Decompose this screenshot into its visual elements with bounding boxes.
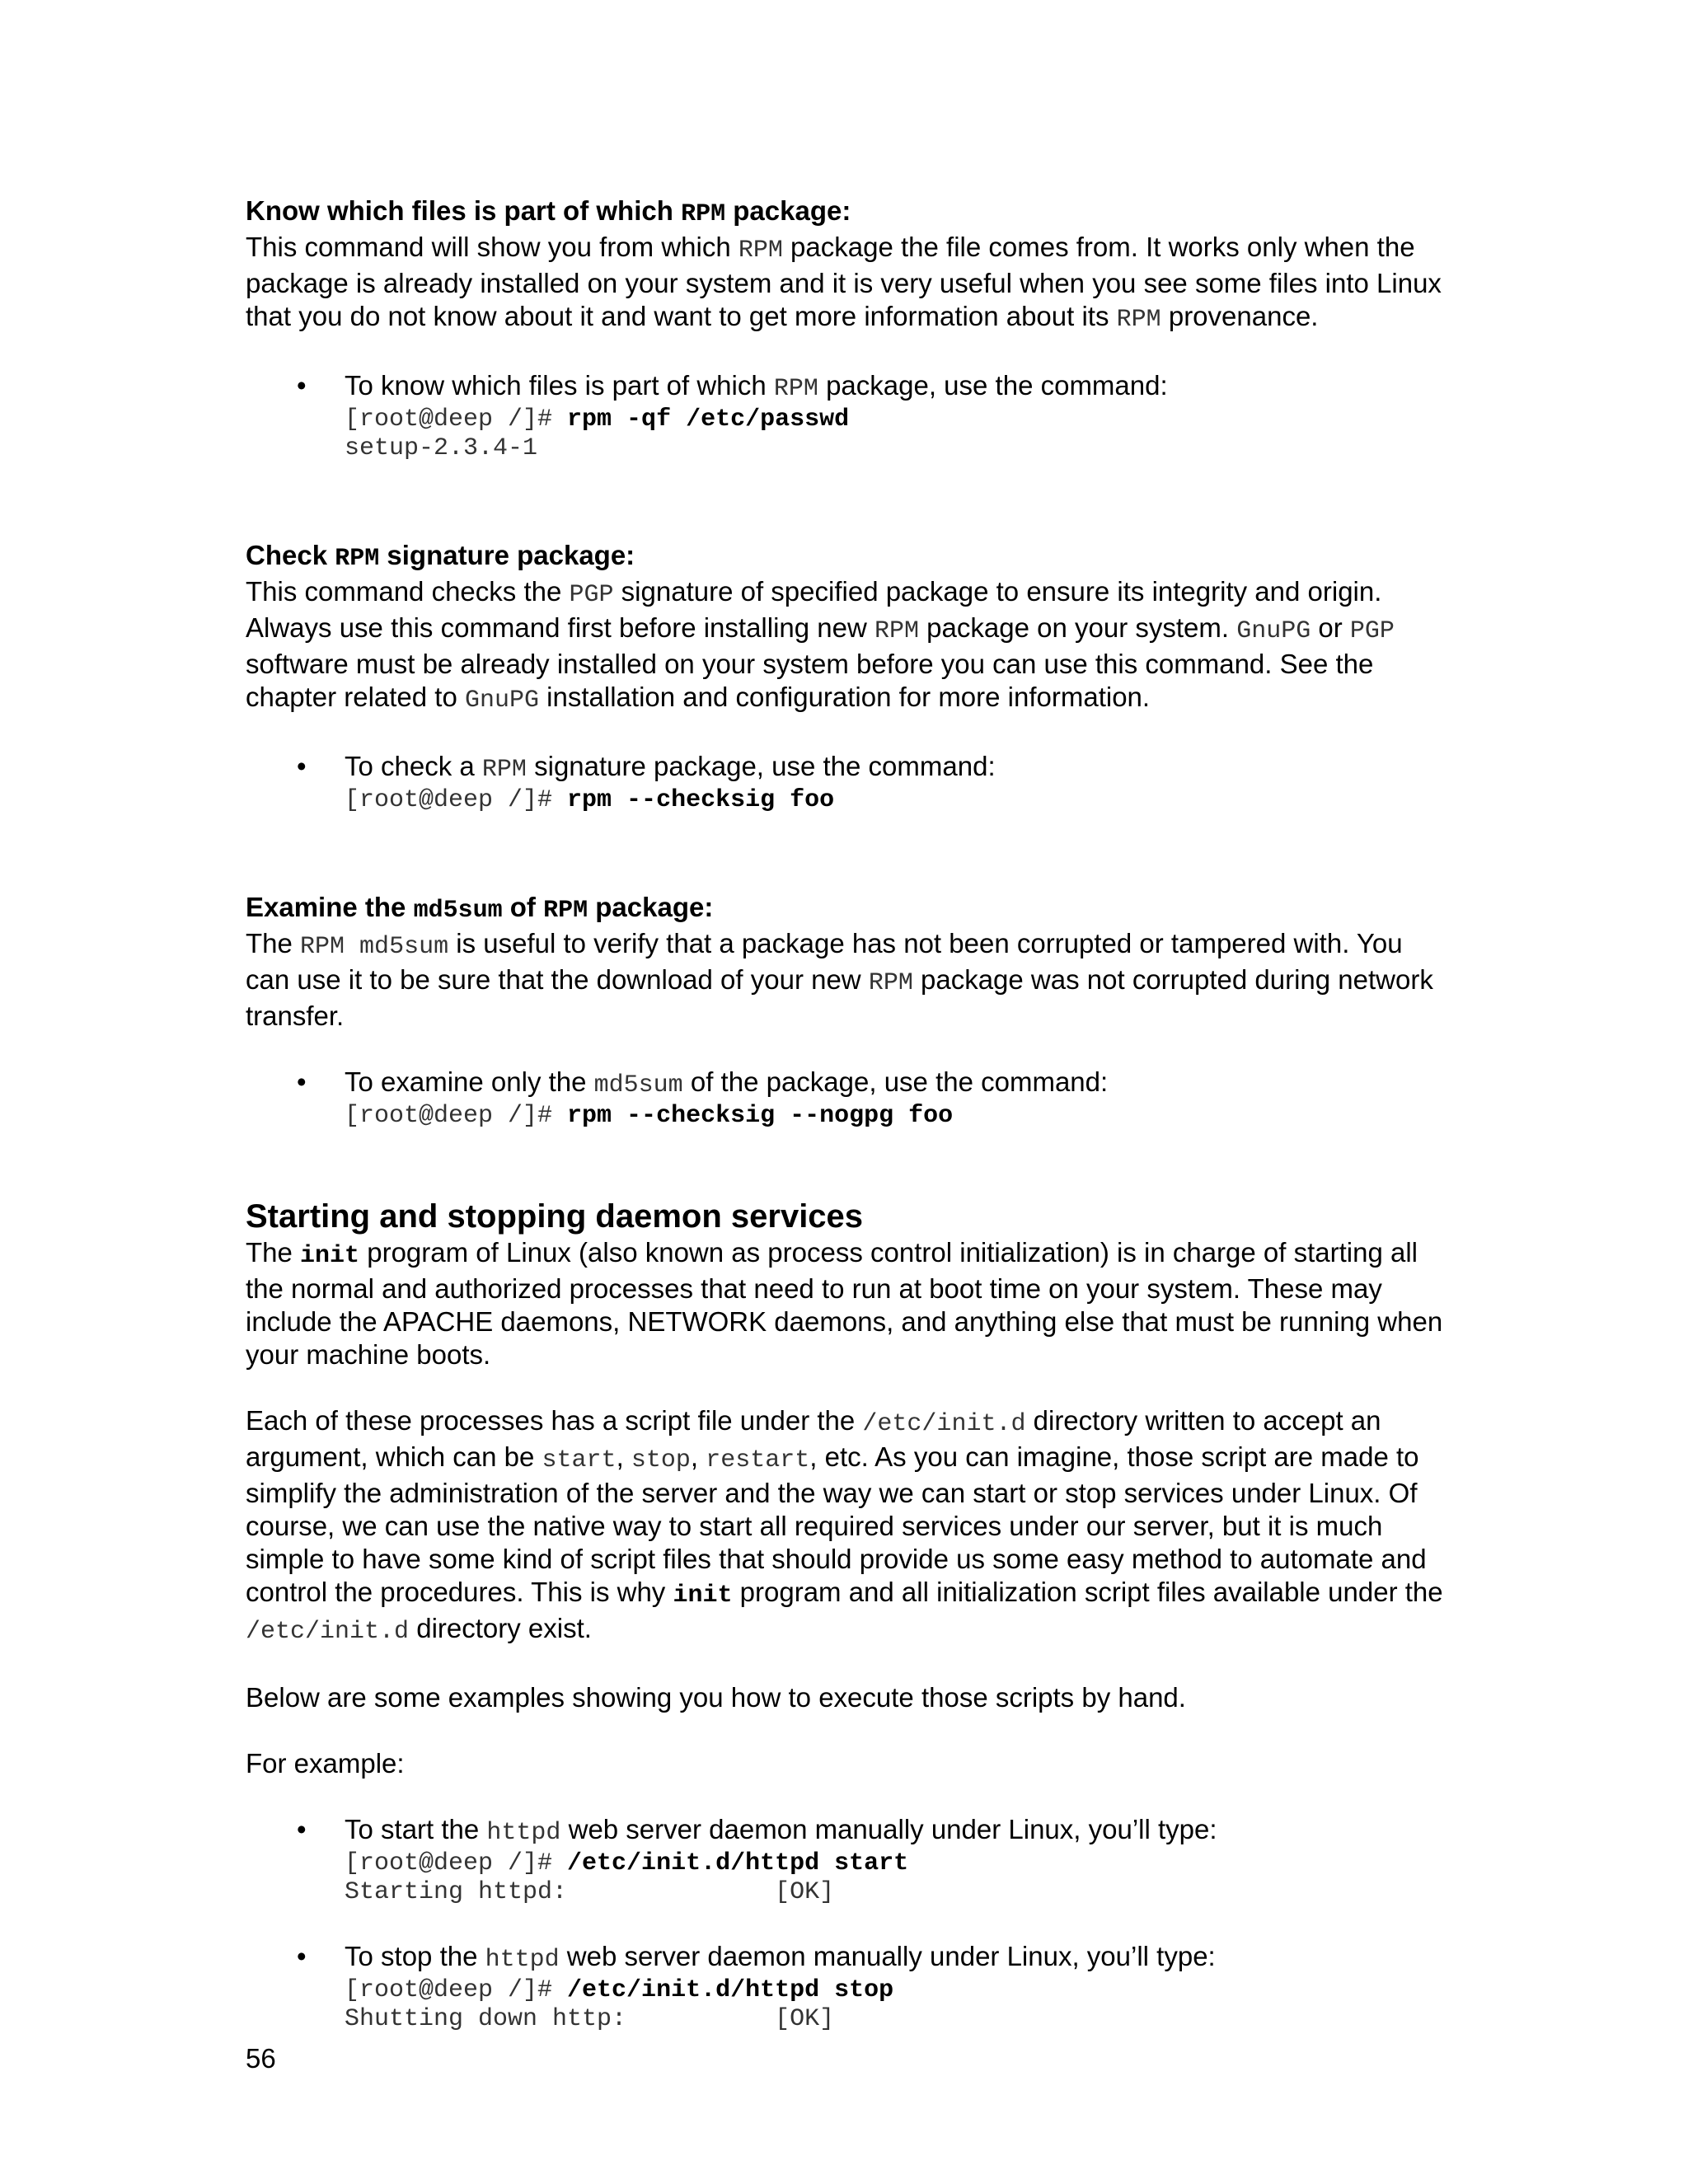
paragraph: The init program of Linux (also known as process control initialization) is in charge of starting all the normal and authorized processes that need to run at boot time on your system. These may include the APACHE daemons, NETWORK daemons, and anything else that must be running when your machine boots. bbox=[246, 1237, 1443, 1370]
list-item: • To know which files is part of which RPM package, use the command: [root@deep /]# rpm -qf /etc/passwd setup-2.3.4-1 bbox=[246, 369, 1449, 463]
paragraph: This command will show you from which RPM package the file comes from. It works only when the package is already installed on your system and it is very useful when you see some files into Linux that you do not know about it and want to get more information about its RPM provenance. bbox=[246, 232, 1442, 334]
page-content bbox=[246, 194, 1449, 2067]
section-heading-rpm-md5sum: Examine the md5sum of RPM package: bbox=[246, 892, 714, 925]
code-block: [root@deep /]# /etc/init.d/httpd stop Shutting down http: [OK] bbox=[345, 1976, 894, 2033]
list-item: • To start the httpd web server daemon manually under Linux, you’ll type: [root@deep /]# /etc/init.d/httpd start Starting httpd: [OK] bbox=[246, 1813, 1449, 1907]
bullet-icon: • bbox=[297, 1814, 307, 1844]
section-heading-rpm-checksig: Check RPM signature package: bbox=[246, 540, 635, 573]
page-number: 56 bbox=[246, 2043, 276, 2074]
list-item: • To check a RPM signature package, use the command: [root@deep /]# rpm --checksig foo bbox=[246, 750, 1449, 815]
bullet-icon: • bbox=[297, 370, 307, 401]
paragraph: Below are some examples showing you how to execute those scripts by hand. bbox=[246, 1682, 1186, 1713]
section-heading-rpm-query-file: Know which files is part of which RPM package: bbox=[246, 195, 851, 228]
list-item: • To stop the httpd web server daemon manually under Linux, you’ll type: [root@deep /]# /etc/init.d/httpd stop Shutting down http: [OK] bbox=[246, 1940, 1449, 2034]
code-block: [root@deep /]# rpm --checksig --nogpg foo bbox=[345, 1102, 954, 1130]
page-heading-daemon-services: Starting and stopping daemon services bbox=[246, 1198, 864, 1235]
paragraph: Each of these processes has a script file under the /etc/init.d directory written to accept an argument, which can be start, stop, restart, etc. As you can imagine, those script are made to simplify the administration of the server and the way we can start or stop services under Linux. Of course, we can use the native way to start all required services under our server, but it is much simple to have some kind of script files that should provide us some easy method to automate and control the procedures. This is why init program and all initialization script files available under the /etc/init.d directory exist. bbox=[246, 1405, 1443, 1646]
bullet-icon: • bbox=[297, 751, 307, 781]
paragraph: This command checks the PGP signature of specified package to ensure its integrity and origin. Always use this command first before installing new RPM package on your system. GnuPG or PGP software must be already installed on your system before you can use this command. See the chapter related to GnuPG installation and configuration for more information. bbox=[246, 576, 1395, 715]
paragraph: For example: bbox=[246, 1748, 405, 1779]
paragraph: The RPM md5sum is useful to verify that a package has not been corrupted or tampered with. You can use it to be sure that the download of your new RPM package was not corrupted during network transfer. bbox=[246, 928, 1433, 1031]
bullet-icon: • bbox=[297, 1941, 307, 1971]
list-item: • To examine only the md5sum of the package, use the command: [root@deep /]# rpm --checksig --nogpg foo bbox=[246, 1066, 1449, 1131]
bullet-icon: • bbox=[297, 1066, 307, 1097]
code-block: [root@deep /]# /etc/init.d/httpd start Starting httpd: [OK] bbox=[345, 1849, 909, 1906]
code-block: [root@deep /]# rpm -qf /etc/passwd setup-2.3.4-1 bbox=[345, 405, 850, 462]
code-block: [root@deep /]# rpm --checksig foo bbox=[345, 786, 835, 814]
